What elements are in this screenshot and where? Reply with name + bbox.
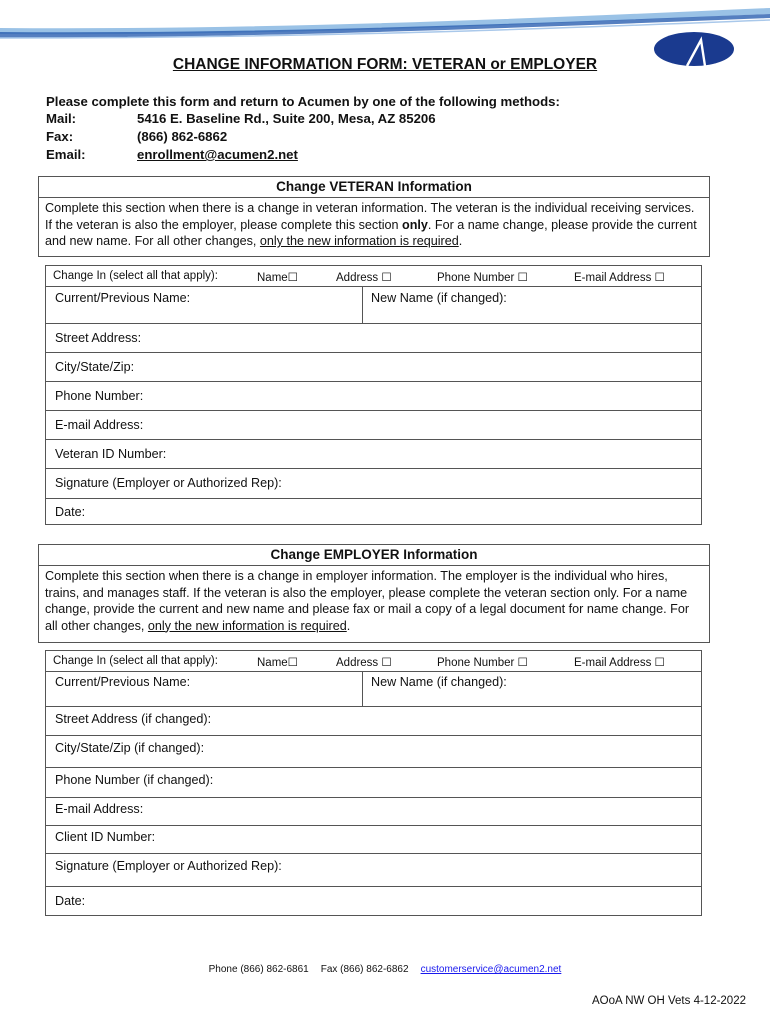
city-row	[46, 735, 701, 767]
street-row	[46, 706, 701, 735]
date-row	[46, 886, 701, 916]
email-checkbox[interactable]: E-mail Address ☐	[574, 657, 665, 669]
email-row	[46, 797, 701, 825]
client-id-row	[46, 825, 701, 853]
phone-checkbox[interactable]: Phone Number ☐	[437, 272, 528, 284]
footer-fax: Fax (866) 862-6862	[320, 964, 409, 975]
new-name-field[interactable]: New Name (if changed):	[371, 675, 507, 689]
veteran-section-header	[38, 176, 710, 257]
city-state-zip-field[interactable]: City/State/Zip:	[55, 360, 135, 374]
address-checkbox[interactable]: Address ☐	[336, 657, 392, 669]
veteran-instructions: Complete this section when there is a change in veteran information. The veteran is the individual receiving services. If the veteran is also the employer, please complete this section only. For a name change, please provide the current and new name. For all other changes, only the new information is required.	[45, 201, 697, 248]
current-name-field[interactable]: Current/Previous Name:	[55, 291, 191, 305]
signature-field[interactable]: Signature (Employer or Authorized Rep):	[55, 476, 282, 490]
employer-section-title: Change EMPLOYER Information	[39, 545, 709, 566]
name-checkbox[interactable]: Name☐	[257, 272, 298, 284]
divider	[362, 287, 363, 323]
new-name-field[interactable]: New Name (if changed):	[371, 291, 507, 305]
employer-section-header	[38, 544, 710, 643]
name-row	[46, 286, 701, 323]
change-in-row	[46, 266, 701, 286]
veteran-id-field[interactable]: Veteran ID Number:	[55, 447, 167, 461]
contact-label: Email:	[46, 147, 86, 162]
change-in-label: Change In (select all that apply):	[53, 270, 218, 282]
email-link[interactable]: enrollment@acumen2.net	[137, 147, 298, 162]
city-row	[46, 352, 701, 381]
client-id-field[interactable]: Client ID Number:	[55, 830, 156, 844]
city-state-zip-field[interactable]: City/State/Zip (if changed):	[55, 741, 205, 755]
name-row	[46, 671, 701, 706]
veteran-section-title: Change VETERAN Information	[39, 177, 709, 198]
date-field[interactable]: Date:	[55, 505, 86, 519]
phone-checkbox[interactable]: Phone Number ☐	[437, 657, 528, 669]
address-checkbox[interactable]: Address ☐	[336, 272, 392, 284]
contact-value: 5416 E. Baseline Rd., Suite 200, Mesa, AZ 85206	[137, 111, 436, 126]
street-row	[46, 323, 701, 352]
veteran-form-grid	[45, 265, 702, 525]
change-in-row	[46, 651, 701, 671]
divider	[362, 672, 363, 706]
footer-contact	[0, 964, 770, 975]
contact-label: Mail:	[46, 111, 77, 126]
contact-label: Fax:	[46, 129, 74, 144]
email-row	[46, 410, 701, 439]
date-field[interactable]: Date:	[55, 894, 86, 908]
signature-row	[46, 468, 701, 498]
phone-row	[46, 381, 701, 410]
change-in-label: Change In (select all that apply):	[53, 655, 218, 667]
page-title: CHANGE INFORMATION FORM: VETERAN or EMPLOYER	[172, 56, 598, 73]
phone-number-field[interactable]: Phone Number (if changed):	[55, 773, 214, 787]
name-checkbox[interactable]: Name☐	[257, 657, 298, 669]
employer-form-grid	[45, 650, 702, 916]
footer-phone: Phone (866) 862-6861	[208, 964, 309, 975]
email-checkbox[interactable]: E-mail Address ☐	[574, 272, 665, 284]
current-name-field[interactable]: Current/Previous Name:	[55, 675, 191, 689]
intro-text: Please complete this form and return to Acumen by one of the following methods:	[46, 94, 560, 109]
customer-service-email-link[interactable]: customerservice@acumen2.net	[420, 964, 562, 975]
email-address-field[interactable]: E-mail Address:	[55, 418, 144, 432]
date-row	[46, 498, 701, 525]
employer-instructions: Complete this section when there is a change in employer information. The employer is the individual who hires, trains, and manages staff. If the veteran is also the employer, please complete the veteran section only. For a name change, provide the current and new name and please fax or mail a copy of a legal document for name change. For all other changes, only the new information is required.	[45, 569, 690, 633]
street-address-field[interactable]: Street Address (if changed):	[55, 712, 212, 726]
signature-field[interactable]: Signature (Employer or Authorized Rep):	[55, 859, 282, 873]
phone-row	[46, 767, 701, 797]
signature-row	[46, 853, 701, 886]
phone-number-field[interactable]: Phone Number:	[55, 389, 144, 403]
street-address-field[interactable]: Street Address:	[55, 331, 142, 345]
contact-value: (866) 862-6862	[137, 129, 228, 144]
revision-label: AOoA NW OH Vets 4-12-2022	[591, 995, 746, 1007]
email-address-field[interactable]: E-mail Address:	[55, 802, 144, 816]
veteran-id-row	[46, 439, 701, 468]
